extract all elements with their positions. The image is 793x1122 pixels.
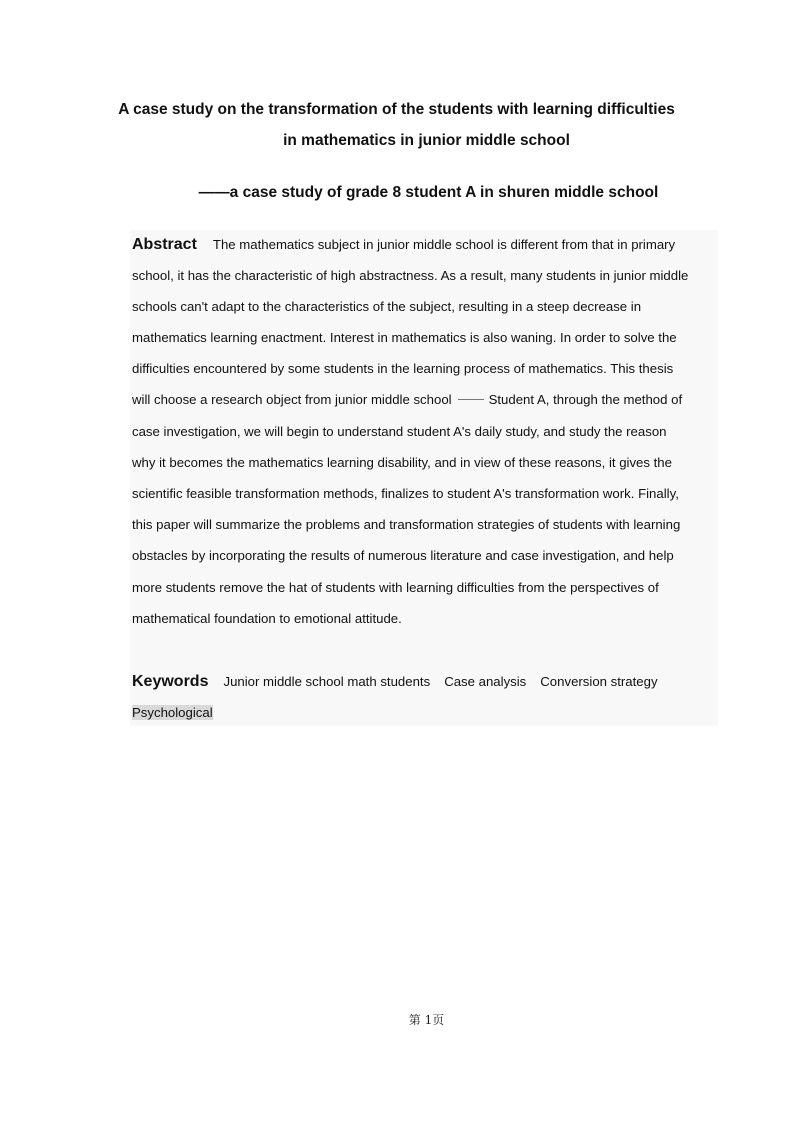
keyword-item-highlighted: Psychological [132,705,213,720]
keywords-label: Keywords [132,673,209,690]
em-dash-rule [458,399,484,400]
abstract-line-6 [132,392,682,407]
title-line-1: A case study on the transformation of the students with learning difficulties [118,101,675,118]
abstract-text: will choose a research object from junior middle school [132,392,452,407]
abstract-line-2: school, it has the characteristic of high abstractness. As a result, many students in junior middle [132,268,689,283]
abstract-line-9: scientific feasible transformation methods, finalizes to student A's transformation work. Finally, [132,486,679,501]
keywords-line [132,673,658,691]
abstract-line-11: obstacles by incorporating the results of numerous literature and case investigation, and help [132,548,674,563]
abstract-line-10: this paper will summarize the problems and transformation strategies of students with learning [132,517,681,532]
abstract-line-4: mathematics learning enactment. Interest in mathematics is also waning. In order to solve the [132,330,677,345]
title-line-2: in mathematics in junior middle school [283,132,570,149]
keyword-item: Junior middle school math students [223,674,431,689]
abstract-line-5: difficulties encountered by some students in the learning process of mathematics. This thesis [132,361,674,376]
abstract-text: The mathematics subject in junior middle school is different from that in primary [212,237,676,252]
keyword-item: Case analysis [444,674,527,689]
abstract-line-12: more students remove the hat of students with learning difficulties from the perspectives of [132,580,659,595]
abstract-line-1 [132,236,675,254]
abstract-line-7: case investigation, we will begin to understand student A's daily study, and study the reason [132,424,667,439]
abstract-label: Abstract [132,236,197,253]
abstract-line-13: mathematical foundation to emotional attitude. [132,611,402,626]
abstract-line-8: why it becomes the mathematics learning disability, and in view of these reasons, it gives the [132,455,672,470]
keyword-item: Conversion strategy [540,674,658,689]
abstract-text: Student A, through the method of [488,392,683,407]
page-number: 第 1页 [408,1013,445,1027]
keywords-line-2 [132,705,213,720]
subtitle: ——a case study of grade 8 student A in shuren middle school [198,184,659,201]
abstract-line-3: schools can't adapt to the characteristics of the subject, resulting in a steep decrease in [132,299,642,314]
